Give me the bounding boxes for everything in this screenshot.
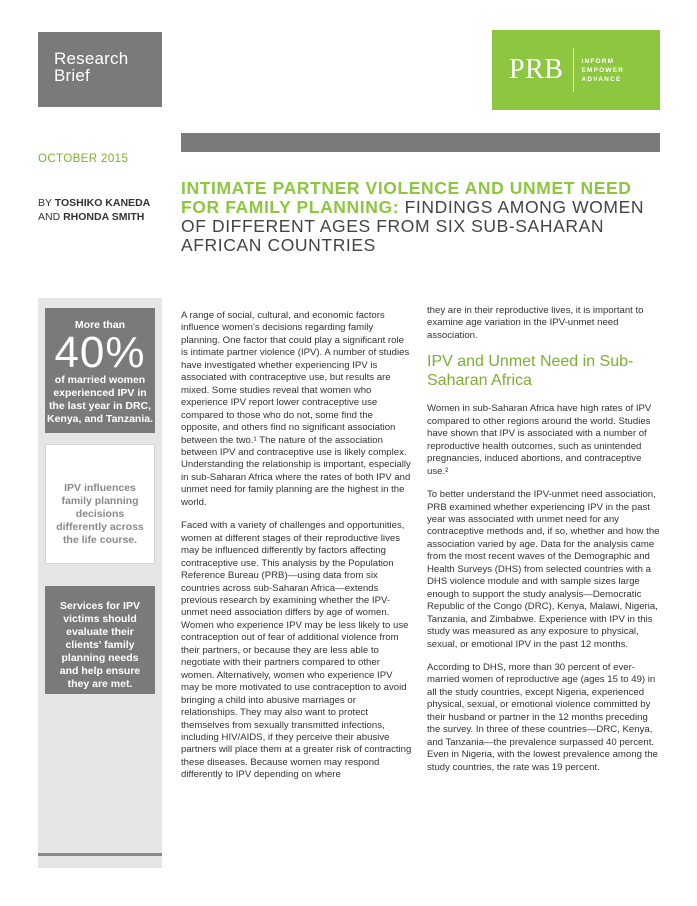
tagline-inform: INFORM: [581, 57, 615, 65]
prb-logo-block: [492, 30, 660, 110]
research-brief-line1: Research: [54, 49, 129, 68]
logo-divider: [573, 48, 574, 92]
body-column-left: [181, 310, 413, 793]
title-rest: FINDINGS AMONG WOMEN OF DIFFERENT AGES FROM SIX SUB-SAHARAN AFRICAN COUNTRIES: [181, 197, 645, 255]
body-column-right: [427, 305, 661, 785]
research-brief-label: [38, 32, 162, 107]
header-rule-bar: [181, 133, 660, 152]
publication-date: OCTOBER 2015: [38, 153, 129, 165]
stat-text: of married women experienced IPV in the last year in DRC, Kenya, and Tanzania.: [47, 374, 153, 425]
tagline-advance: ADVANCE: [581, 75, 622, 83]
research-brief-line2: Brief: [54, 66, 90, 85]
footer-rule: [38, 853, 162, 856]
page-title: [181, 179, 651, 255]
section-heading: IPV and Unmet Need in Sub-Saharan Africa: [427, 353, 634, 389]
byline: [38, 196, 150, 224]
byline-conj: AND: [38, 211, 61, 223]
body-paragraph: A range of social, cultural, and economic factors influence women's decisions regarding family planning. One factor that could play a significant role is intimate partner violence (IPV). A number of studies have investigated whether experiencing IPV is associated with contraceptive use, but results are mixed. Some studies reveal that women who experience IPV report lower contraceptive use compared to those who do not, some find the opposite, and others find no significant association between the two.¹ The nature of the association between IPV and contraceptive use is likely complex. Understanding the relationship is important, especially in sub-Saharan Africa where the rates of both IPV and unmet need for family planning are the highest in the world.: [181, 310, 411, 508]
title-highlight: INTIMATE PARTNER VIOLENCE AND UNMET NEED FOR FAMILY PLANNING:: [181, 178, 632, 217]
author-name: TOSHIKO KANEDA: [54, 197, 151, 209]
prb-logo: PRB: [509, 54, 564, 85]
logo-tagline: [581, 57, 624, 84]
body-paragraph: they are in their reproductive lives, it is important to examine age variation in the IPV-unmet need association.: [427, 305, 644, 341]
body-paragraph: Women in sub-Saharan Africa have high rates of IPV compared to other regions around the world. Studies have shown that IPV is associated with a number of reproductive health outcomes, such as unintended pregnancies, induced abortions, and contraceptive use.²: [427, 403, 652, 477]
tagline-empower: EMPOWER: [581, 66, 625, 74]
key-finding-text: IPV influences family planning decisions differently across the life course.: [56, 482, 144, 546]
author-name: RHONDA SMITH: [63, 211, 145, 223]
body-paragraph: To better understand the IPV-unmet need association, PRB examined whether experiencing IPV in the past year was associated with unmet need for any contraceptive methods and, if so, whether and how the association varied by age. Data for the analysis came from the most recent waves of the Demographic and Health Surveys (DHS) from selected countries with a DHS violence module and with sample sizes large enough to support the study analysis—Democratic Republic of the Congo (DRC), Kenya, Malawi, Nigeria, Tanzania, and Zimbabwe. Experience with IPV in this study was measured as any exposure to physical, sexual, or emotional IPV in the past 12 months.: [427, 489, 660, 650]
stat-lead: More than: [74, 319, 126, 331]
body-paragraph: Faced with a variety of challenges and opportunities, women at different stages of their reproductive lives may be influenced differently by factors affecting contraceptive use. This analysis by the Population Reference Bureau (PRB)—using data from six countries across sub-Saharan Africa—extends previous research by examining whether the IPV-unmet need association differs by age of women. Women who experience IPV may be less likely to use contraception out of fear of additional violence from their partners, or because they are less able to negotiate with their partners compared to other women. Alternatively, women who experience IPV may be more motivated to use contraception to avoid bringing a child into abusive marriages or relationships. They may also want to protect themselves from sexually transmitted infections, including HIV/AIDS, if they perceive their abusive partners will place them at a greater risk of contracting these diseases. Because women may respond differently to IPV depending on where: [181, 520, 412, 781]
recommendation-text: Services for IPV victims should evaluate their clients' family planning needs and help ensure they are met.: [59, 600, 141, 690]
key-finding-callout: [45, 444, 155, 564]
body-paragraph: According to DHS, more than 30 percent of ever-married women of reproductive age (ages 15 to 49) in all the study countries, except Nigeria, experienced physical, sexual, or emotional violence committed by their husband or partner in the 12 months preceding the survey. In three of these countries—DRC, Kenya, and Tanzania—the prevalence surpassed 40 percent. Even in Nigeria, with the lowest prevalence among the study countries, the rate was 19 percent.: [427, 661, 658, 773]
byline-prefix: BY: [38, 197, 52, 209]
recommendation-callout: [45, 586, 155, 694]
stat-callout: [45, 308, 155, 433]
stat-value: 40%: [54, 328, 146, 377]
